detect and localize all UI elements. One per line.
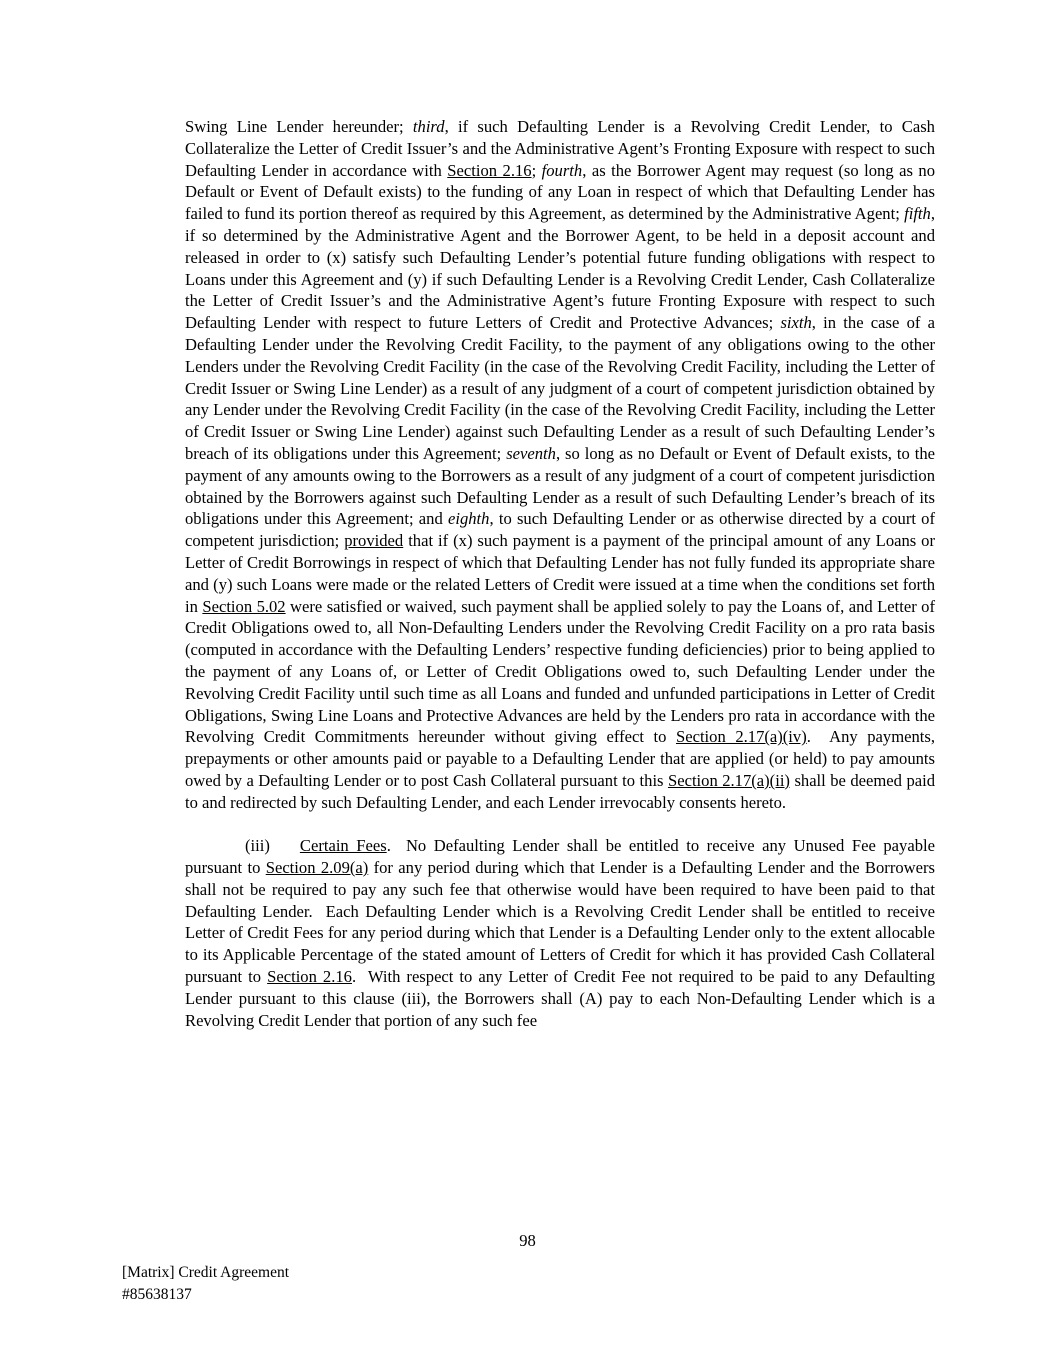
text-run: provided	[344, 531, 404, 551]
text-run: that if (x) such payment is a payment of the principal amount of any Loans or Letter of Credit Borrowings in respect of which that Defaulting Lender has not fully funded its appropriate share and (y) such Loans were made or the related Letters of Credit were issued at a time when the conditions set forth in	[185, 531, 936, 616]
document-footer	[122, 1262, 289, 1305]
text-run: third	[412, 117, 445, 136]
text-run: (iii)	[245, 836, 270, 856]
text-run: . No Defaulting Lender shall be entitled to receive any Unused Fee payable pursuant to	[185, 836, 935, 878]
page-number: 98	[519, 1231, 536, 1250]
footer-doc-number: #85638137	[122, 1285, 192, 1303]
text-run: , if such Defaulting Lender is a Revolving Credit Lender, to Cash Collateralize the Letter of Credit Issuer’s and the Administrative Agent’s Fronting Exposure with respect to such Defaulting Lender in accordance with	[185, 117, 935, 180]
text-run: ;	[531, 160, 542, 180]
text-run: were satisfied or waived, such payment shall be applied solely to pay the Loans of, and Letter of Credit Obligations owed to, all Non-Defaulting Lenders under the Revolving Credit Facility on a pro rata basis (computed in accordance with the Defaulting Lenders’ respective funding deficiencies) prior to being applied to the payment of any Loans of, or Letter of Credit Obligations owed to, such Defaulting Lender under the Revolving Credit Facility until such time as all Loans and funded and unfunded participations in Letter of Credit Obligations, Swing Line Loans and Protective Advances are held by the Lenders pro rata in accordance with the Revolving Credit Commitments hereunder without giving effect to	[185, 596, 935, 747]
text-run: . With respect to any Letter of Credit Fee not required to be paid to any Defaulting Lender pursuant to this clause (iii), the Borrowers shall (A) pay to each Non-Defaulting Lender which is a Revolving Credit Lender that portion of any such fee	[185, 967, 935, 1030]
text-run: , if so determined by the Administrative Agent and the Borrower Agent, to be held in a deposit account and released in order to (x) satisfy such Defaulting Lender’s potential future funding obligations with respect to Loans under this Agreement and (y) if such Defaulting Lender is a Revolving Credit Lender, Cash Collateralize the Letter of Credit Issuer’s and the Administrative Agent’s future Fronting Exposure with respect to such Defaulting Lender with respect to future Letters of Credit and Protective Advances;	[185, 204, 935, 333]
text-run: shall be deemed paid to and redirected by such Defaulting Lender, and each Lender irrevocably consents hereto.	[185, 770, 936, 812]
paragraph	[185, 835, 935, 1031]
document-body	[185, 116, 935, 1031]
text-run: fifth	[904, 204, 931, 224]
text-run: sixth	[780, 313, 812, 333]
text-run: Section 2.17(a)(iv)	[675, 727, 807, 747]
text-run: Section 2.09(a)	[265, 858, 369, 878]
text-run: , in the case of a Defaulting Lender under the Revolving Credit Facility, to the payment of any obligations owing to the other Lenders under the Revolving Credit Facility (in the case of the Revolving Credit Facility, including the Letter of Credit Issuer or Swing Line Lender) as a result of any judgment of a court of competent jurisdiction obtained by any Lender under the Revolving Credit Facility (in the case of the Revolving Credit Facility, including the Letter of Credit Issuer or Swing Line Lender) against such Defaulting Lender as a result of such Defaulting Lender’s breach of its obligations under this Agreement;	[185, 313, 935, 463]
text-run: , so long as no Default or Event of Default exists, to the payment of any amounts owing to the Borrowers as a result of any judgment of a court of competent jurisdiction obtained by the Borrowers against such Defaulting Lender as a result of such Defaulting Lender’s breach of its obligations under this Agreement; and	[185, 443, 935, 529]
text-run: , to such Defaulting Lender or as otherwise directed by a court of competent jurisdiction;	[185, 509, 935, 551]
text-run: Section 5.02	[202, 596, 286, 616]
text-run: seventh	[506, 443, 556, 463]
text-run: fourth	[541, 160, 583, 180]
text-run: Section 2.16	[267, 967, 352, 987]
text-run: Certain Fees	[299, 836, 387, 856]
text-run: Swing Line Lender hereunder;	[185, 117, 413, 136]
text-run: eighth	[447, 509, 490, 529]
paragraph	[185, 116, 935, 814]
text-run: for any period during which that Lender is a Defaulting Lender and the Borrowers shall not be required to pay any such fee that otherwise would have been required to have been paid to that Defaulting Lender. Each Defaulting Lender which is a Revolving Credit Lender shall be entitled to receive Letter of Credit Fees for any period during which that Lender is a Defaulting Lender only to the extent allocable to its Applicable Percentage of the stated amount of Letters of Credit for which it has provided Cash Collateral pursuant to	[185, 858, 935, 987]
text-run: Section 2.17(a)(ii)	[667, 770, 790, 790]
text-run: Section 2.16	[447, 160, 532, 180]
text-run: . Any payments, prepayments or other amounts paid or payable to a Defaulting Lender that are applied (or held) to pay amounts owed by a Defaulting Lender or to post Cash Collateral pursuant to this	[185, 727, 935, 790]
footer-doc-title: [Matrix] Credit Agreement	[122, 1264, 290, 1281]
text-run: , as the Borrower Agent may request (so long as no Default or Event of Default exists) to the funding of any Loan in respect of which that Defaulting Lender has failed to fund its portion thereof as required by this Agreement, as determined by the Administrative Agent;	[185, 160, 935, 224]
